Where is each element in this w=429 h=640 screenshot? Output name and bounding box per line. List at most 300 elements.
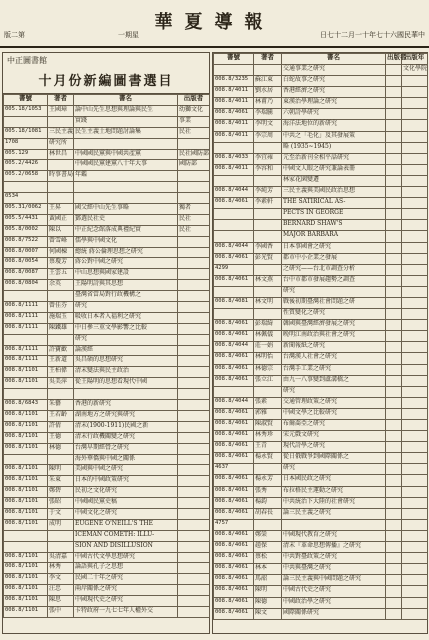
table-row xyxy=(214,131,428,142)
table-cell xyxy=(178,389,210,400)
table-cell xyxy=(402,131,428,142)
table-cell xyxy=(402,586,428,597)
table-cell xyxy=(254,386,282,397)
table-cell xyxy=(178,193,210,204)
table-cell: 研究所 xyxy=(48,138,74,149)
table-cell: 008.8/1101 xyxy=(4,378,48,389)
table-row xyxy=(4,236,210,247)
table-cell: 008.8/1101 xyxy=(4,421,48,432)
table-cell xyxy=(402,442,428,453)
table-cell xyxy=(386,464,402,475)
table-cell xyxy=(386,153,402,164)
table-row xyxy=(4,323,210,334)
table-cell: 008.8/1101 xyxy=(4,585,48,596)
table-cell xyxy=(386,508,402,519)
table-cell: 008.8/4011 xyxy=(214,164,254,175)
table-cell: 008.8/4061 xyxy=(214,442,254,453)
table-cell xyxy=(254,519,282,530)
table-cell: 008.8/1101 xyxy=(4,367,48,378)
table-cell xyxy=(178,519,210,530)
table-row xyxy=(214,575,428,586)
table-cell xyxy=(386,519,402,530)
table-row xyxy=(4,247,210,258)
table-cell xyxy=(178,487,210,498)
table-cell: 008.8/4011 xyxy=(214,87,254,98)
table-cell: 朱東 xyxy=(48,476,74,487)
table-row xyxy=(214,164,428,175)
table-cell: 成明 xyxy=(48,519,74,530)
table-cell: 三民主義 xyxy=(48,127,74,138)
table-cell: 陳明 xyxy=(254,586,282,597)
table-cell xyxy=(386,386,402,397)
table-cell xyxy=(178,236,210,247)
table-cell: 楊鈞 xyxy=(254,497,282,508)
table-cell: 008.8/4061 xyxy=(214,320,254,331)
table-cell: 林家花園變遷 xyxy=(282,175,386,186)
table-cell: 中國古代文學思想研究 xyxy=(74,552,178,563)
table-cell xyxy=(402,597,428,608)
table-cell xyxy=(254,65,282,76)
table-cell: 中國政治學之研究 xyxy=(282,597,386,608)
table-cell: 008.8/1111 xyxy=(4,345,48,356)
table-cell: 晚明江南政治與社會之研究 xyxy=(282,331,386,342)
table-cell: 中國古代史之研究 xyxy=(282,586,386,597)
table-cell: 008.8/4061 xyxy=(214,508,254,519)
table-cell xyxy=(4,530,48,541)
table-cell: 實踐 xyxy=(74,116,178,127)
table-row xyxy=(4,225,210,236)
table-cell xyxy=(178,541,210,552)
table-cell xyxy=(254,264,282,275)
table-cell: 臺灣省當局對行政機構之 xyxy=(74,291,178,302)
table-cell: 台中市都市發展趨勢之調查 xyxy=(282,275,386,286)
table-cell xyxy=(48,530,74,541)
table-cell xyxy=(178,606,210,617)
table-cell: 研究 xyxy=(282,286,386,297)
table-row xyxy=(4,487,210,498)
table-cell: 新聞報紙之研究 xyxy=(282,342,386,353)
table-cell: 008.8/4061 xyxy=(214,431,254,442)
table-row xyxy=(214,586,428,597)
table-cell xyxy=(214,209,254,220)
table-cell xyxy=(254,464,282,475)
table-row xyxy=(4,116,210,127)
table-cell: 008.8/4061 xyxy=(214,408,254,419)
table-cell xyxy=(386,331,402,342)
table-row xyxy=(214,253,428,264)
table-row xyxy=(214,320,428,331)
table-cell: 研究 xyxy=(282,464,386,475)
table-cell: 台灣手工業之研究 xyxy=(282,364,386,375)
table-cell: 國父經中山先生事略 xyxy=(74,204,178,215)
table-cell xyxy=(178,345,210,356)
table-cell xyxy=(402,153,428,164)
table-row xyxy=(4,138,210,149)
table-cell xyxy=(402,286,428,297)
table-row xyxy=(4,443,210,454)
table-cell: 008.8/1101 xyxy=(4,443,48,454)
right-column xyxy=(212,52,428,634)
table-row xyxy=(214,475,428,486)
table-cell xyxy=(178,247,210,258)
table-cell: 陳以 xyxy=(48,225,74,236)
table-row xyxy=(214,597,428,608)
table-cell xyxy=(214,286,254,297)
table-row xyxy=(214,142,428,153)
table-row xyxy=(4,541,210,552)
table-cell: 王國璋 xyxy=(48,106,74,117)
table-row xyxy=(214,542,428,553)
table-cell xyxy=(74,138,178,149)
table-row xyxy=(214,209,428,220)
table-cell: 008.8/4044 xyxy=(214,187,254,198)
table-cell xyxy=(178,563,210,574)
list-title: 十月份新編圖書選目 xyxy=(3,68,209,94)
table-row xyxy=(4,149,210,160)
table-row xyxy=(214,464,428,475)
table-cell: 卡特政府一九七七年人權外交 xyxy=(74,606,178,617)
table-cell xyxy=(178,498,210,509)
table-cell xyxy=(402,187,428,198)
table-cell: 宋元戲文研究 xyxy=(282,431,386,442)
table-cell: 白蛇故事之研究 xyxy=(282,76,386,87)
table-cell: 楊永芳 xyxy=(254,475,282,486)
table-cell: 008.8/4061 xyxy=(214,553,254,564)
table-cell: 吸收日本者入福利之研究 xyxy=(74,312,178,323)
table-cell: 年鑑 xyxy=(74,171,178,182)
table-cell: 005.2/0658 xyxy=(4,171,48,182)
table-cell xyxy=(386,131,402,142)
table-cell xyxy=(402,309,428,320)
table-cell: 008.8/1101 xyxy=(4,574,48,585)
table-cell: 之研究——台北市調查分析 xyxy=(282,264,386,275)
table-cell xyxy=(402,408,428,419)
table-cell: 008.8/3235 xyxy=(214,76,254,87)
table-cell: 略 (1935~1945) xyxy=(282,142,386,153)
table-cell xyxy=(386,209,402,220)
table-cell: 008.8/1101 xyxy=(4,465,48,476)
table-cell xyxy=(386,142,402,153)
table-cell: 台灣早期經營之研究 xyxy=(74,443,178,454)
table-cell: 朱藝 xyxy=(48,400,74,411)
table-cell: 王雲五 xyxy=(48,269,74,280)
table-cell: 中山思想與國家建設 xyxy=(74,269,178,280)
table-cell xyxy=(386,76,402,87)
table-row xyxy=(214,98,428,109)
table-row xyxy=(4,432,210,443)
table-cell: 008.8/0804 xyxy=(4,280,48,291)
table-cell: 008.8/4044 xyxy=(214,397,254,408)
table-cell: 008.8/1111 xyxy=(4,356,48,367)
table-row xyxy=(4,400,210,411)
table-cell: 文化學院 xyxy=(402,65,428,76)
table-cell: 陳思 xyxy=(48,596,74,607)
table-cell: 論中山先生思想與理論與民生 xyxy=(74,106,178,117)
table-cell: SION AND DISILLUSION xyxy=(74,541,178,552)
table-cell: 蔡松 xyxy=(254,553,282,564)
table-row xyxy=(4,476,210,487)
table-cell: 008.8/1101 xyxy=(4,410,48,421)
table-cell xyxy=(402,519,428,530)
table-row xyxy=(4,454,210,465)
table-cell: 趙保 xyxy=(254,542,282,553)
table-row xyxy=(4,606,210,617)
table-row xyxy=(214,309,428,320)
table-cell: 李宗周 xyxy=(254,131,282,142)
table-cell: 008.8/4061 xyxy=(214,253,254,264)
table-cell xyxy=(386,264,402,275)
table-cell xyxy=(386,98,402,109)
table-row xyxy=(214,153,428,164)
table-cell: 李國香 xyxy=(254,242,282,253)
table-cell xyxy=(402,220,428,231)
table-cell: 008.8/0087 xyxy=(4,269,48,280)
table-row xyxy=(214,331,428,342)
table-cell: 民生主義土地問題討論集 xyxy=(74,127,178,138)
table-cell xyxy=(402,508,428,519)
table-row xyxy=(214,420,428,431)
table-row xyxy=(214,297,428,308)
table-cell xyxy=(48,291,74,302)
table-row xyxy=(4,519,210,530)
table-row xyxy=(4,345,210,356)
table-cell: 4637 xyxy=(214,464,254,475)
table-cell: 008.8/4061 xyxy=(214,575,254,586)
table-row xyxy=(4,552,210,563)
table-cell: 研究 xyxy=(282,386,386,397)
table-cell: 香港經濟之研究 xyxy=(282,87,386,98)
table-cell xyxy=(402,331,428,342)
table-cell: 王青 xyxy=(254,442,282,453)
table-cell xyxy=(386,530,402,541)
table-cell: 韓國與臺灣經濟發展之研究 xyxy=(282,320,386,331)
table-cell xyxy=(402,198,428,209)
table-cell: 王昇 xyxy=(48,204,74,215)
table-cell xyxy=(386,286,402,297)
table-cell: 蘇江東 xyxy=(254,76,282,87)
table-cell: 008.8/4061 xyxy=(214,597,254,608)
table-cell: 郭雅 xyxy=(254,408,282,419)
table-cell: 交通事業之研究 xyxy=(282,65,386,76)
table-cell: 中共統治下大陸的社會研究 xyxy=(282,497,386,508)
issue-label: 一期星 xyxy=(118,31,139,39)
table-cell xyxy=(402,98,428,109)
table-cell: 布爾喬亞之研究 xyxy=(282,420,386,431)
table-cell xyxy=(178,443,210,454)
table-cell: 林本 xyxy=(254,564,282,575)
table-cell xyxy=(4,116,48,127)
table-cell: 008.8/4061 xyxy=(214,586,254,597)
table-cell: 林德 xyxy=(48,443,74,454)
table-cell xyxy=(402,575,428,586)
table-cell: 民社國防部 xyxy=(178,149,210,160)
table-cell: 民社 xyxy=(178,225,210,236)
table-cell: 008.8/4061 xyxy=(214,109,254,120)
table-cell: 008.8/4061 xyxy=(214,198,254,209)
table-cell xyxy=(402,497,428,508)
table-cell xyxy=(254,309,282,320)
table-row xyxy=(4,258,210,269)
table-cell xyxy=(386,353,402,364)
table-cell xyxy=(178,530,210,541)
table-cell: 005.31/0062 xyxy=(4,204,48,215)
newspaper-title: 華夏導報 xyxy=(154,12,275,33)
table-row xyxy=(4,160,210,171)
table-cell: 民社 xyxy=(178,127,210,138)
table-row xyxy=(214,275,428,286)
table-row xyxy=(214,242,428,253)
table-cell xyxy=(386,597,402,608)
table-cell: 馬韶 xyxy=(254,575,282,586)
table-cell: 東漢治學理論之研究 xyxy=(282,98,386,109)
table-cell xyxy=(386,120,402,131)
table-row xyxy=(4,280,210,291)
table-cell: 張秀 xyxy=(254,486,282,497)
table-cell xyxy=(386,575,402,586)
table-row xyxy=(4,334,210,345)
table-cell: 中國文化之研究 xyxy=(74,508,178,519)
table-cell: 許寶歡 xyxy=(48,345,74,356)
table-row xyxy=(4,182,210,193)
table-cell xyxy=(254,220,282,231)
table-cell: 李宜雍 xyxy=(254,153,282,164)
table-row xyxy=(214,386,428,397)
left-header-title: 書名 xyxy=(74,95,178,106)
table-cell: 蔣公對中國之研究 xyxy=(74,258,178,269)
right-header-call-number: 書號 xyxy=(214,54,254,65)
table-cell xyxy=(254,209,282,220)
table-row xyxy=(4,269,210,280)
table-cell: 008.8/4061 xyxy=(214,497,254,508)
masthead xyxy=(0,0,429,48)
table-cell: 008.8/4061 xyxy=(214,453,254,464)
table-cell xyxy=(386,342,402,353)
table-cell xyxy=(386,408,402,419)
table-cell: 008.8/4061 xyxy=(214,275,254,286)
table-cell: 王陽明詩與其思想 xyxy=(74,280,178,291)
table-row xyxy=(4,214,210,225)
table-cell: 論漢經 xyxy=(74,345,178,356)
table-cell: 林秀珍 xyxy=(254,431,282,442)
table-cell xyxy=(402,397,428,408)
table-cell xyxy=(178,454,210,465)
table-cell xyxy=(386,542,402,553)
table-cell xyxy=(386,553,402,564)
table-cell: 戰後初期臺灣社會問題之研 xyxy=(282,297,386,308)
right-header-title: 書名 xyxy=(282,54,386,65)
table-cell xyxy=(178,552,210,563)
table-cell xyxy=(386,364,402,375)
table-cell xyxy=(402,364,428,375)
table-cell xyxy=(254,142,282,153)
left-column xyxy=(2,52,210,634)
table-row xyxy=(214,431,428,442)
table-row xyxy=(4,378,210,389)
table-cell: 008.8/1101 xyxy=(4,563,48,574)
table-cell: 彭光賢 xyxy=(254,253,282,264)
table-row xyxy=(214,530,428,541)
table-cell: 吳美萍 xyxy=(48,378,74,389)
table-cell xyxy=(178,432,210,443)
table-cell xyxy=(178,596,210,607)
table-cell: EUGENE O'NEILL'S THE xyxy=(74,519,178,530)
table-cell: 李瑞騰 xyxy=(254,109,282,120)
table-cell: 莊一娟 xyxy=(254,342,282,353)
table-cell: 008.8/4011 xyxy=(214,98,254,109)
table-cell: 清末行政機關變之研究 xyxy=(74,432,178,443)
table-cell xyxy=(402,76,428,87)
table-row xyxy=(4,410,210,421)
table-row xyxy=(214,175,428,186)
table-cell xyxy=(386,608,402,619)
table-cell xyxy=(402,87,428,98)
table-cell: 王新道 xyxy=(48,356,74,367)
table-cell xyxy=(402,275,428,286)
table-cell: ICEMAN COMETH: ILLU- xyxy=(74,530,178,541)
table-cell xyxy=(402,242,428,253)
table-cell: 008.8/1101 xyxy=(4,596,48,607)
table-cell: 4299 xyxy=(214,264,254,275)
right-header-author: 著者 xyxy=(254,54,282,65)
table-row xyxy=(4,530,210,541)
table-cell: 曾佳芬 xyxy=(48,302,74,313)
table-cell xyxy=(4,389,48,400)
table-cell xyxy=(402,164,428,175)
table-row xyxy=(4,302,210,313)
table-cell: 008.8/1101 xyxy=(4,552,48,563)
table-cell xyxy=(178,334,210,345)
table-cell xyxy=(402,431,428,442)
left-header-call-number: 書號 xyxy=(4,95,48,106)
table-cell xyxy=(178,258,210,269)
table-cell xyxy=(402,453,428,464)
table-cell: 陳鐵雄 xyxy=(48,323,74,334)
table-cell xyxy=(74,389,178,400)
table-cell: 事業 xyxy=(178,116,210,127)
table-cell: 吳昌碩的思想研究 xyxy=(74,356,178,367)
table-cell: 008.8/4061 xyxy=(214,331,254,342)
table-cell: 楊永賢 xyxy=(254,453,282,464)
table-cell: MAJOR BARBARA xyxy=(282,231,386,242)
table-cell xyxy=(386,297,402,308)
table-cell xyxy=(178,182,210,193)
table-cell xyxy=(402,297,428,308)
table-cell xyxy=(178,323,210,334)
table-cell: 鄧選民社史 xyxy=(74,214,178,225)
table-cell xyxy=(402,475,428,486)
table-cell: 布拉格民主運動之研究 xyxy=(282,486,386,497)
table-cell: 國防部 xyxy=(178,160,210,171)
table-cell xyxy=(178,585,210,596)
table-cell xyxy=(178,291,210,302)
table-cell: 彭瑞綺 xyxy=(254,320,282,331)
table-row xyxy=(4,312,210,323)
table-row xyxy=(214,220,428,231)
table-cell xyxy=(402,608,428,619)
table-cell: 兩岸關係之研究 xyxy=(74,585,178,596)
table-cell: 中國國民黨與中國共產黨 xyxy=(74,149,178,160)
table-row xyxy=(214,342,428,353)
table-cell: 中國國民黨史稿 xyxy=(74,498,178,509)
table-cell xyxy=(178,508,210,519)
table-cell: 005.129 xyxy=(4,149,48,160)
table-cell: 008.8/1101 xyxy=(4,487,48,498)
table-cell: 國際關係研究 xyxy=(282,608,386,619)
table-cell: 儒學與中國文化 xyxy=(74,236,178,247)
table-cell: 4757 xyxy=(214,519,254,530)
table-cell xyxy=(178,138,210,149)
table-cell: 008.8/1101 xyxy=(4,432,48,443)
